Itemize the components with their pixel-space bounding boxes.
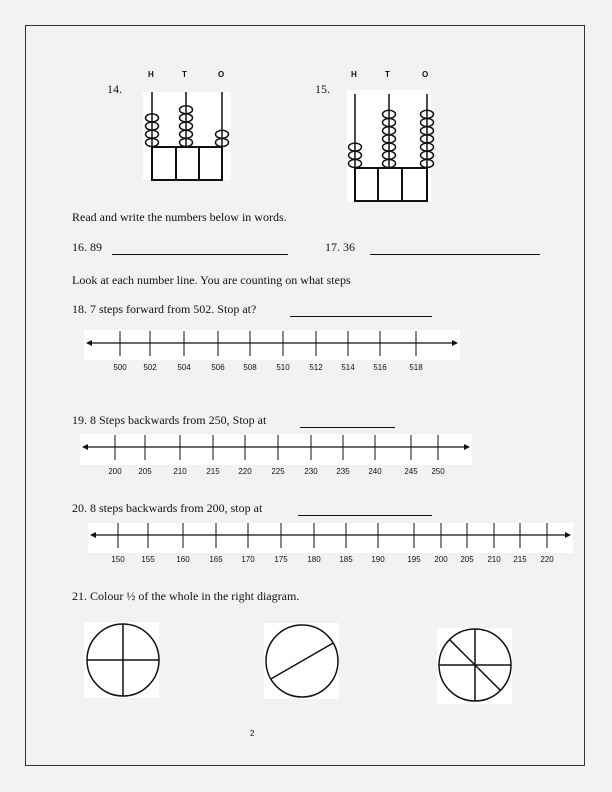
tick-label: 510 [276,363,290,372]
question-14-number: 14. [107,82,122,96]
tick-label: 512 [309,363,323,372]
answer-blank-16[interactable] [112,254,288,255]
question-21: 21. Colour ½ of the whole in the right diagram. [72,589,300,603]
tick-label: 205 [138,467,152,476]
number-line-background [80,434,472,465]
tick-label: 165 [209,555,223,564]
tick-label: 508 [243,363,257,372]
question-19: 19. 8 Steps backwards from 250, Stop at [72,413,267,427]
answer-blank-17[interactable] [370,254,540,255]
tick-label: 190 [371,555,385,564]
tick-label: 195 [407,555,421,564]
tick-label: 175 [274,555,288,564]
tick-label: 225 [271,467,285,476]
tick-label: 185 [339,555,353,564]
question-17: 17. 36 [325,240,355,254]
tick-label: 250 [431,467,445,476]
tick-label: 235 [336,467,350,476]
fraction-circle-quarters [84,622,159,698]
question-20: 20. 8 steps backwards from 200, stop at [72,501,263,515]
tick-label: 180 [307,555,321,564]
tick-label: 205 [460,555,474,564]
number-line-background [88,523,573,553]
tick-label: 506 [211,363,225,372]
question-16: 16. 89 [72,240,102,254]
question-15-number: 15. [315,82,330,96]
column-label-o: O [218,70,225,79]
answer-blank-19[interactable] [300,427,395,428]
column-label-h: H [351,70,357,79]
instructions-number-lines: Look at each number line. You are counting on what steps [72,273,351,287]
instructions-words: Read and write the numbers below in words. [72,210,287,224]
tick-label: 230 [304,467,318,476]
tick-label: 200 [108,467,122,476]
tick-label: 215 [206,467,220,476]
number-line-background [84,330,460,360]
tick-label: 210 [487,555,501,564]
question-18: 18. 7 steps forward from 502. Stop at? [72,302,257,316]
tick-label: 220 [238,467,252,476]
column-label-o: O [422,70,429,79]
column-label-t: T [182,70,187,79]
tick-label: 210 [173,467,187,476]
number-line-20 [88,523,573,564]
tick-label: 200 [434,555,448,564]
tick-label: 245 [404,467,418,476]
number-line-19 [80,434,472,476]
tick-label: 518 [409,363,423,372]
tick-label: 160 [176,555,190,564]
tick-label: 170 [241,555,255,564]
column-label-h: H [148,70,154,79]
abacus-15 [347,90,434,202]
number-line-18 [84,330,460,372]
tick-label: 155 [141,555,155,564]
page-number: 2 [250,729,255,738]
tick-label: 240 [368,467,382,476]
tick-label: 502 [143,363,157,372]
tick-label: 215 [513,555,527,564]
fraction-circle-halves [264,623,339,699]
abacus-14 [143,92,231,180]
tick-label: 500 [113,363,127,372]
tick-label: 150 [111,555,125,564]
tick-label: 514 [341,363,355,372]
tick-label: 504 [177,363,191,372]
answer-blank-20[interactable] [298,515,432,516]
tick-label: 516 [373,363,387,372]
fraction-circle-sixths [437,628,512,704]
tick-label: 220 [540,555,554,564]
answer-blank-18[interactable] [290,316,432,317]
column-label-t: T [385,70,390,79]
